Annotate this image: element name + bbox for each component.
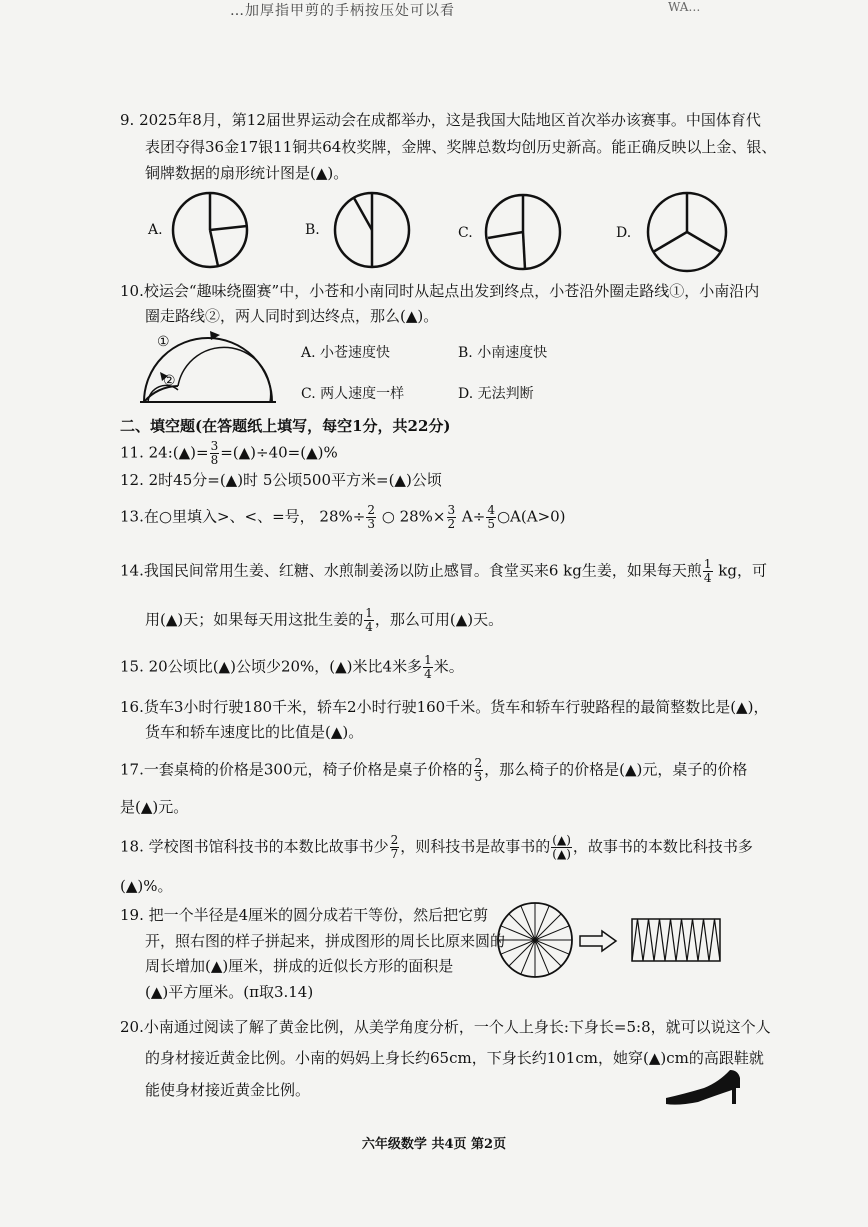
q9-line3: 铜牌数据的扇形统计图是(▲)。 <box>145 164 349 182</box>
q10-option-b: B. 小南速度快 <box>458 345 548 361</box>
pie-b <box>332 190 412 270</box>
q9-line1: 9. 2025年8月，第12届世界运动会在成都举办，这是我国大陆地区首次举办该赛事。中国体育代 <box>120 111 761 129</box>
q18-line1: 18. 学校图书馆科技书的本数比故事书少 $\frac{2}{7}$ ，则科技书是故事书的 $\frac{(▲)}{(▲)}$ ，故事书的本数比科技书多 <box>120 833 753 861</box>
pie-c <box>483 192 563 272</box>
q19-line2: 开，照右图的样子拼起来，拼成图形的周长比原来圆的 <box>145 932 506 950</box>
rearranged-rectangle-diagram <box>630 917 722 963</box>
q11: 11. 24:(▲)= $\frac{3}{8}$ =(▲)÷40=(▲)% <box>120 439 338 467</box>
q9-option-d: D. <box>616 225 632 241</box>
q9-line2: 表团夺得36金17银11铜共64枚奖牌，金牌、奖牌总数均创历史新高。能正确反映以上金、银、 <box>145 138 777 156</box>
q19-line3: 周长增加(▲)厘米，拼成的近似长方形的面积是 <box>145 957 454 975</box>
q20-line3: 能使身材接近黄金比例。 <box>145 1081 311 1099</box>
q9-option-a: A. <box>148 222 163 238</box>
q14-line2: 用(▲)天；如果每天用这批生姜的 $\frac{1}{4}$ ，那么可用(▲)天。 <box>145 606 504 634</box>
q10-option-a: A. 小苍速度快 <box>301 345 391 361</box>
q16-line1: 16.货车3小时行驶180千米，轿车2小时行驶160千米。货车和轿车行驶路程的最简整数比是(▲)， <box>120 698 769 716</box>
pie-d <box>645 190 729 274</box>
q10-option-c: C. 两人速度一样 <box>301 386 405 402</box>
q10-line1: 10.校运会“趣味绕圈赛”中，小苍和小南同时从起点出发到终点，小苍沿外圈走路线①，小南沿内 <box>120 282 760 300</box>
q14-line1: 14.我国民间常用生姜、红糖、水煎制姜汤以防止感冒。食堂买来6 kg生姜，如果每天煎 $\frac{1}{4}$ kg，可 <box>120 557 767 585</box>
pie-a <box>170 190 250 270</box>
arrow-right-icon <box>578 930 618 952</box>
q15: 15. 20公顷比(▲)公顷少20%，(▲)米比4米多 $\frac{1}{4}$ 米。 <box>120 653 464 681</box>
route-1-label: ① <box>157 334 170 350</box>
page-footer: 六年级数学 共4页 第2页 <box>361 1137 507 1152</box>
q12: 12. 2时45分=(▲)时 5公顷500平方米=(▲)公顷 <box>120 471 442 489</box>
q19-line4: (▲)平方厘米。(π取3.14) <box>145 983 314 1001</box>
q17-line2: 是(▲)元。 <box>120 798 189 816</box>
route-2-label: ② <box>163 373 176 389</box>
q10-option-d: D. 无法判断 <box>458 386 534 402</box>
q9-option-c: C. <box>458 225 473 241</box>
q19-line1: 19. 把一个半径是4厘米的圆分成若干等份，然后把它剪 <box>120 906 489 924</box>
q17-line1: 17.一套桌椅的价格是300元，椅子价格是桌子价格的 $\frac{2}{3}$ ，那么椅子的价格是(▲)元，桌子的价格 <box>120 756 748 784</box>
q16-line2: 货车和轿车速度比的比值是(▲)。 <box>145 723 364 741</box>
q20-line1: 20.小南通过阅读了解了黄金比例，从美学角度分析，一个人上身长:下身长=5:8，就可以说这个人 <box>120 1018 771 1036</box>
header-text: …加厚指甲剪的手柄按压处可以看 <box>230 3 455 19</box>
q13: 13.在○里填入>、<、=号， 28%÷ $\frac{2}{3}$ ○ 28%× $\frac{3}{2}$ A÷ $\frac{4}{5}$ ○A(A>0) <box>120 503 566 531</box>
q18-line2: (▲)%。 <box>120 877 173 895</box>
header-corner: WA… <box>668 0 701 14</box>
divided-circle-diagram <box>495 900 575 980</box>
high-heel-shoe-image <box>664 1068 744 1108</box>
q9-option-b: B. <box>305 222 320 238</box>
section-2-title: 二、填空题(在答题纸上填写，每空1分，共22分) <box>120 417 451 435</box>
q20-line2: 的身材接近黄金比例。小南的妈妈上身长约65cm，下身长约101cm，她穿(▲)cm的高跟鞋就 <box>145 1049 764 1067</box>
q10-line2: 圈走路线②，两人同时到达终点，那么(▲)。 <box>145 307 439 325</box>
